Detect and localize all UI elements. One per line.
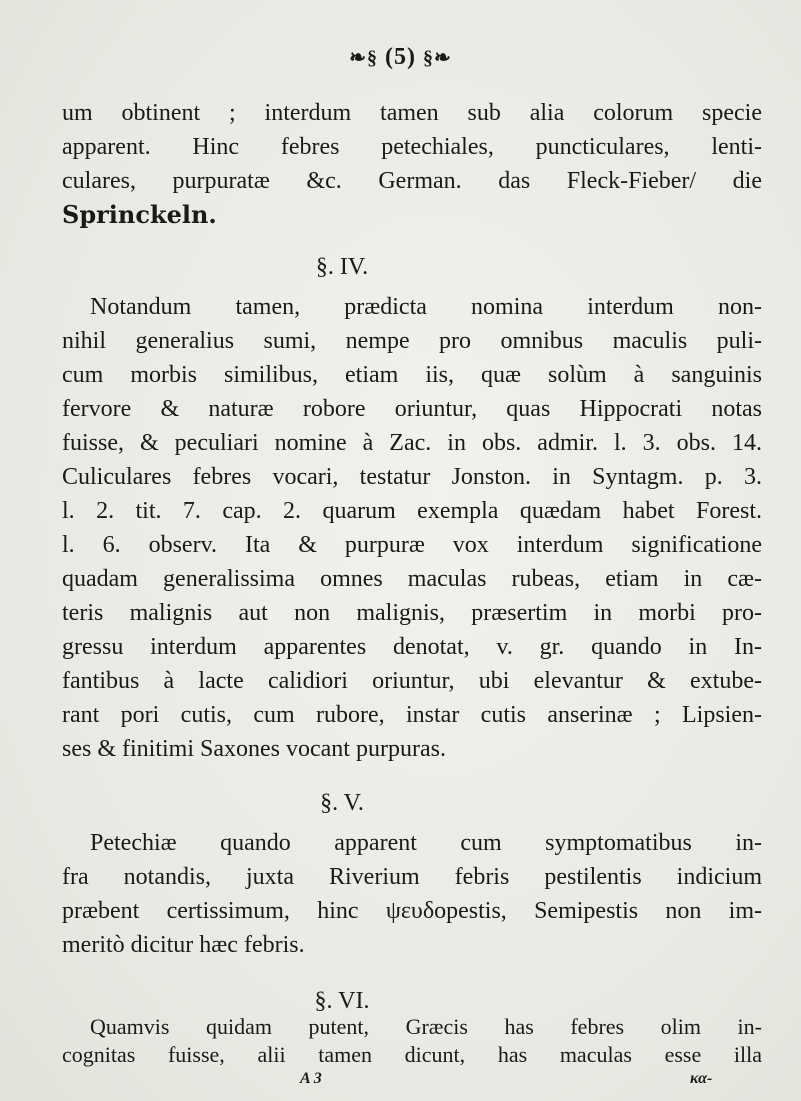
text-line: l. 6. observ. Ita & purpuræ vox interdum significatione — [62, 532, 762, 558]
text-line: culares, purpuratæ &c. German. das Fleck-Fieber/ die — [62, 168, 762, 194]
text-line: Petechiæ quando apparent cum symptomatibus in- — [90, 830, 762, 856]
text-line: præbent certissimum, hinc ψευδοpestis, Semipestis non im- — [62, 898, 762, 924]
text-line: fervore & naturæ robore oriuntur, quas Hippocrati notas — [62, 396, 762, 422]
section-heading-iv: §. IV. — [315, 254, 369, 280]
section-heading-vi: §. VI. — [314, 988, 370, 1014]
text-line: fra notandis, juxta Riverium febris pestilentis indicium — [62, 864, 762, 890]
page-header — [0, 44, 801, 71]
text-line: um obtinent ; interdum tamen sub alia colorum specie — [62, 100, 762, 126]
text-line: apparent. Hinc febres petechiales, puncticulares, lenti- — [62, 134, 762, 160]
text-line: nihil generalius sumi, nempe pro omnibus maculis puli- — [62, 328, 762, 354]
text-line: cognitas fuisse, alii tamen dicunt, has maculas esse illa — [62, 1042, 762, 1067]
text-line: fuisse, & peculiari nomine à Zac. in obs. admir. l. 3. obs. 14. — [62, 430, 762, 456]
text-line: rant pori cutis, cum rubore, instar cutis anserinæ ; Lipsien- — [62, 702, 762, 728]
text-line: Quamvis quidam putent, Græcis has febres olim in- — [90, 1014, 762, 1039]
text-line: ses & finitimi Saxones vocant purpuras. — [62, 736, 446, 762]
signature-mark: A 3 — [300, 1070, 322, 1087]
text-line: quadam generalissima omnes maculas rubeas, etiam in cæ- — [62, 566, 762, 592]
section-heading-v: §. V. — [320, 790, 364, 816]
page-number: (5) — [385, 44, 416, 70]
text-line: Culiculares febres vocari, testatur Jonston. in Syntagm. p. 3. — [62, 464, 762, 490]
text-line: meritò dicitur hæc febris. — [62, 932, 305, 958]
catchword: κα- — [690, 1070, 713, 1087]
left-ornament: ❧§ — [349, 47, 378, 69]
text-line: cum morbis similibus, etiam iis, quæ solùm à sanguinis — [62, 362, 762, 388]
text-line: fantibus à lacte calidiori oriuntur, ubi elevantur & extube- — [62, 668, 762, 694]
text-line: Notandum tamen, prædicta nomina interdum non- — [90, 294, 762, 320]
text-line: l. 2. tit. 7. cap. 2. quarum exempla quædam habet Forest. — [62, 498, 762, 524]
text-line: teris malignis aut non malignis, præsertim in morbi pro- — [62, 600, 762, 626]
german-term-line: Sprinckeln. — [62, 200, 217, 229]
text-line: gressu interdum apparentes denotat, v. gr. quando in In- — [62, 634, 762, 660]
right-ornament: §❧ — [422, 47, 452, 69]
